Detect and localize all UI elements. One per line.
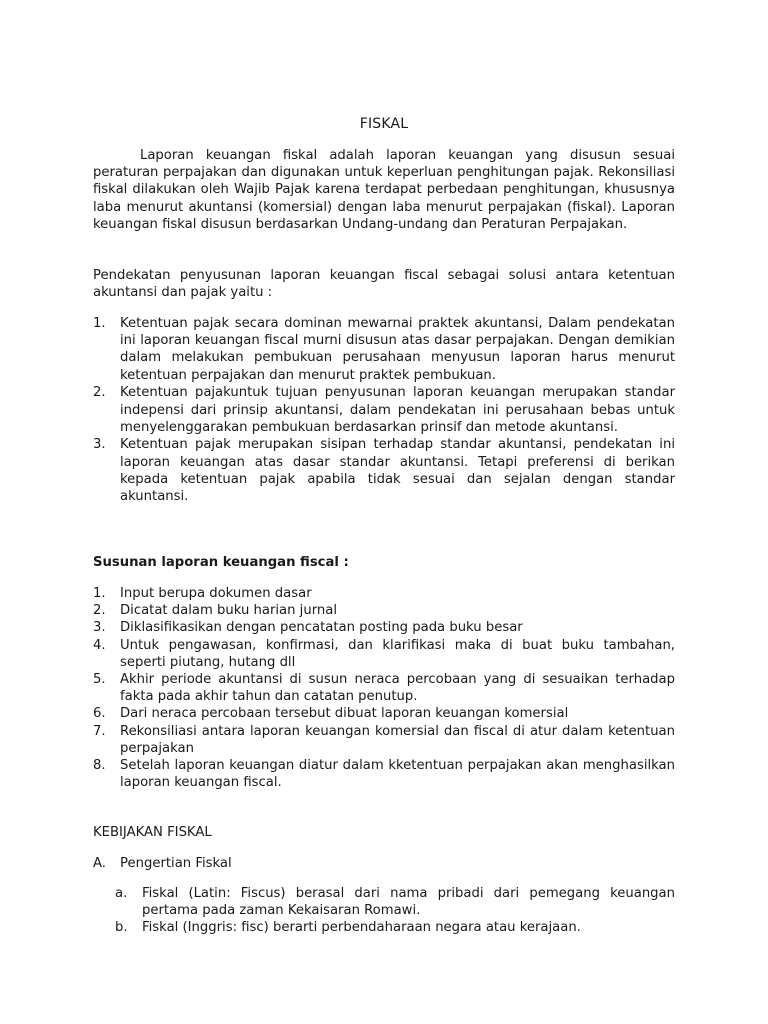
list-item — [115, 919, 675, 936]
list-number: 8. — [93, 758, 106, 774]
list-text: Diklasifikasikan dengan pencatatan posting pada buku besar — [120, 620, 523, 636]
list-text: Dari neraca percobaan tersebut dibuat laporan keuangan komersial — [120, 706, 569, 722]
section-letter: A. — [93, 856, 106, 871]
list-number: 3. — [93, 620, 106, 636]
list-item — [93, 315, 675, 384]
list-item — [93, 723, 675, 757]
list-text: Ketentuan pajak merupakan sisipan terhadap standar akuntansi, pendekatan ini laporan keuangan atas dasar standar akuntansi. Tetapi preferensi di berikan kepada ketentuan pajak apabila tidak sesuai dan sejalan dengan standar akuntansi. — [120, 437, 675, 505]
list-text: Rekonsiliasi antara laporan keuangan komersial dan fiscal di atur dalam ketentuan perpajakan — [120, 723, 675, 756]
pendekatan-paragraph: Pendekatan penyusunan laporan keuangan fiscal sebagai solusi antara ketentuan akuntansi dan pajak yaitu : — [93, 268, 675, 301]
list-number: 2. — [93, 385, 106, 401]
list-text: Fiskal (Latin: Fiscus) berasal dari nama pribadi dari pemegang keuangan pertama pada zaman Kekaisaran Romawi. — [142, 886, 675, 919]
list-item — [93, 602, 675, 619]
list-letter: a. — [115, 886, 128, 901]
list-number: 4. — [93, 637, 106, 653]
list-item — [93, 637, 675, 671]
list-item — [93, 619, 675, 636]
pengertian-heading — [93, 855, 232, 872]
document-title: FISKAL — [359, 116, 409, 132]
kebijakan-heading: KEBIJAKAN FISKAL — [93, 825, 212, 840]
list-item — [93, 757, 675, 791]
list-text: Input berupa dokumen dasar — [120, 586, 312, 601]
section-title: Pengertian Fiskal — [120, 856, 232, 871]
list-item — [93, 585, 675, 602]
list-item — [115, 885, 675, 919]
list-number: 2. — [93, 603, 106, 619]
intro-paragraph: Laporan keuangan fiskal adalah laporan keuangan yang disusun sesuai peraturan perpajakan dan digunakan untuk keperluan penghitungan pajak. Rekonsiliasi fiskal dilakukan oleh Wajib Pajak karena terdapat perbedaan penghitungan, khususnya laba menurut akuntansi (komersial) dengan laba menurut perpajakan (fiskal). Laporan keuangan fiskal disusun berdasarkan Undang-undang dan Peraturan Perpajakan. — [93, 148, 675, 232]
list-text: Ketentuan pajakuntuk tujuan penyusunan laporan keuangan merupakan standar indepensi dari prinsip akuntansi, dalam pendekatan ini perusahaan bebas untuk menyelenggarakan pembukuan berdasarkan prinsif dan metode akuntansi. — [120, 385, 675, 435]
list-number: 1. — [93, 586, 106, 601]
list-letter: b. — [115, 920, 128, 936]
list-text: Akhir periode akuntansi di susun neraca percobaan yang di sesuaikan terhadap fakta pada akhir tahun dan catatan penutup. — [120, 672, 675, 705]
list-item — [93, 705, 675, 722]
list-number: 5. — [93, 672, 106, 688]
list-text: Dicatat dalam buku harian jurnal — [120, 603, 337, 619]
list-text: Setelah laporan keuangan diatur dalam kketentuan perpajakan akan menghasilkan laporan keuangan fiscal. — [120, 758, 675, 791]
list-text: Untuk pengawasan, konfirmasi, dan klarifikasi maka di buat buku tambahan, seperti piutang, hutang dll — [120, 637, 675, 670]
list-item — [93, 384, 675, 436]
list-item — [93, 436, 675, 505]
list-number: 3. — [93, 437, 106, 453]
susunan-heading: Susunan laporan keuangan fiscal : — [93, 555, 349, 570]
list-number: 7. — [93, 723, 106, 739]
susunan-list — [93, 585, 675, 791]
list-text: Fiskal (Inggris: fisc) berarti perbendaharaan negara atau kerajaan. — [142, 920, 581, 936]
pengertian-list — [115, 885, 675, 937]
list-number: 1. — [93, 316, 106, 331]
pendekatan-list — [93, 315, 675, 506]
list-number: 6. — [93, 706, 106, 722]
list-item — [93, 671, 675, 705]
list-text: Ketentuan pajak secara dominan mewarnai praktek akuntansi, Dalam pendekatan ini laporan keuangan fiscal murni disusun atas dasar perpajakan. Dengan demikian dalam melakukan pembukuan perusahaan menyusun laporan harus menurut ketentuan perpajakan dan menurut praktek pembukuan. — [120, 316, 675, 383]
